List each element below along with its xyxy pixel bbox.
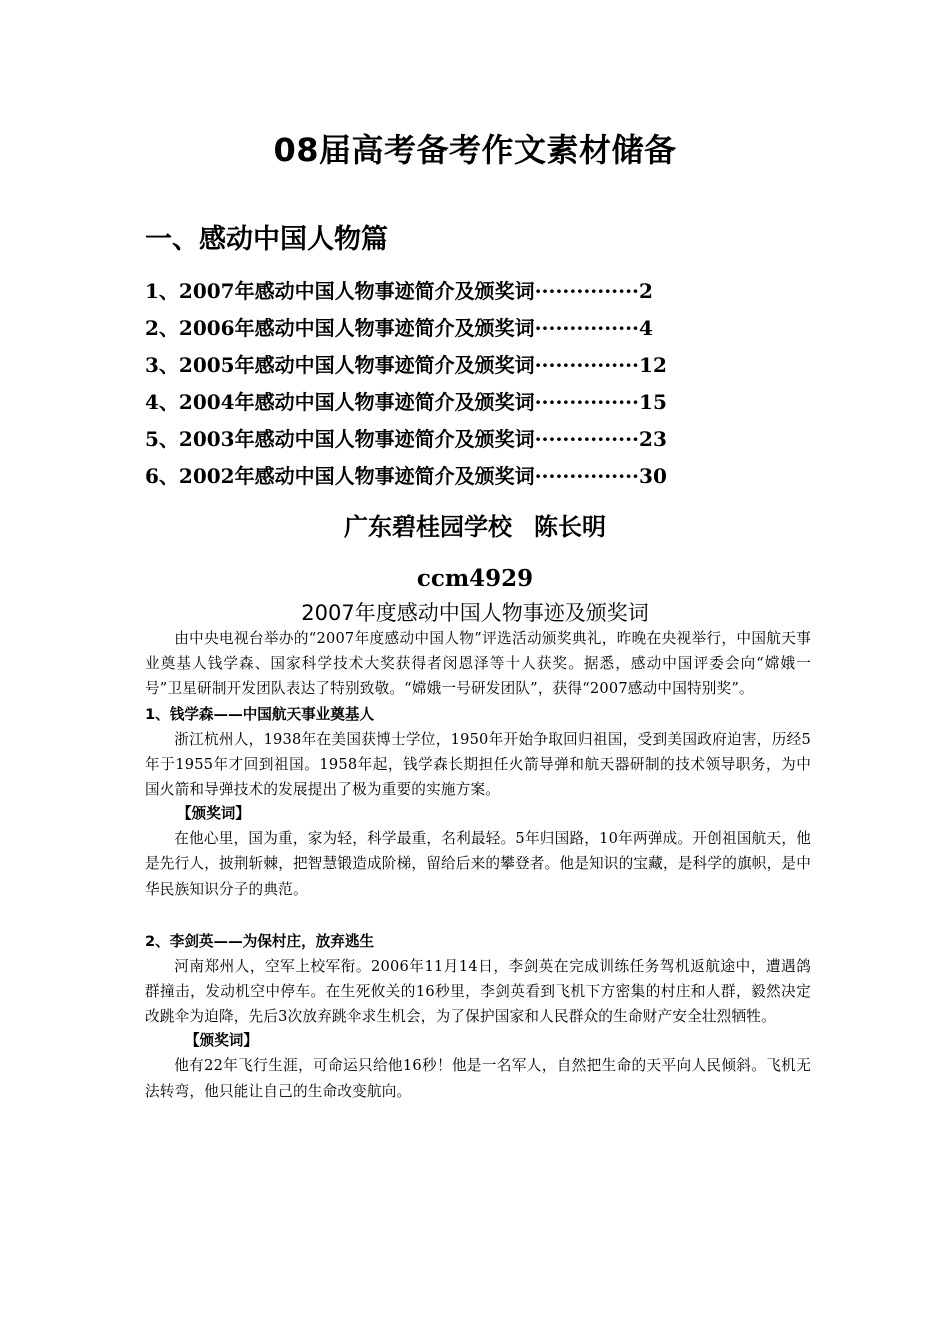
award-label: 【颁奖词】 [185,1032,258,1050]
author-name: 陈长明 [534,513,606,541]
toc-entry: 2、2006年感动中国人物事迹简介及颁奖词···············4 [145,316,653,340]
author-line [0,510,950,544]
toc-entry: 6、2002年感动中国人物事迹简介及颁奖词···············30 [145,464,667,488]
section-heading: 一、感动中国人物篇 [145,224,388,255]
school-name: 广东碧桂园学校 [344,513,512,541]
person-heading: 2、李剑英——为保村庄，放弃逃生 [145,932,375,950]
document-title: 08届高考备考作文素材储备 [273,131,677,169]
award-label: 【颁奖词】 [177,805,250,823]
award-text: 在他心里，国为重，家为轻，科学最重，名利最轻。5年归国路，10年两弹成。开创祖国航天，他是先行人，披荆斩棘，把智慧锻造成阶梯，留给后来的攀登者。他是知识的宝藏，是科学的旗帜，是中华民族知识分子的典范。 [145,830,811,898]
author-code: ccm4929 [416,565,534,592]
person-bio: 河南郑州人，空军上校军衔。2006年11月14日，李剑英在完成训练任务驾机返航途中，遭遇鸽群撞击，发动机空中停车。在生死攸关的16秒里，李剑英看到飞机下方密集的村庄和人群，毅然决定改跳伞为迫降，先后3次放弃跳伞求生机会，为了保护国家和人民群众的生命财产安全壮烈牺牲。 [145,957,811,1026]
article-title: 2007年度感动中国人物事迹及颁奖词 [301,601,649,625]
article-body [145,626,811,1104]
intro-paragraph: 由中央电视台举办的“2007年度感动中国人物”评选活动颁奖典礼，昨晚在央视举行，中国航天事业奠基人钱学森、国家科学技术大奖获得者闵恩泽等十人获奖。据悉，感动中国评委会向“嫦娥一号”卫星研制开发团队表达了特别致敬。“嫦娥一号研发团队”，获得“2007感动中国特别奖”。 [145,630,811,698]
toc-entry: 4、2004年感动中国人物事迹简介及颁奖词···············15 [145,390,667,414]
toc-entry: 5、2003年感动中国人物事迹简介及颁奖词···············23 [145,427,667,451]
table-of-contents [145,276,765,498]
person-bio: 浙江杭州人，1938年在美国获博士学位，1950年开始争取回归祖国，受到美国政府迫害，历经5年于1955年才回到祖国。1958年起，钱学森长期担任火箭导弹和航天器研制的技术领导职务，为中国火箭和导弹技术的发展提出了极为重要的实施方案。 [145,730,811,799]
person-heading: 1、钱学森——中国航天事业奠基人 [145,705,375,723]
toc-entry: 1、2007年感动中国人物事迹简介及颁奖词···············2 [145,279,653,303]
toc-entry: 3、2005年感动中国人物事迹简介及颁奖词···············12 [145,353,667,377]
award-text: 他有22年飞行生涯，可命运只给他16秒！他是一名军人，自然把生命的天平向人民倾斜。飞机无法转弯，他只能让自己的生命改变航向。 [145,1057,811,1100]
